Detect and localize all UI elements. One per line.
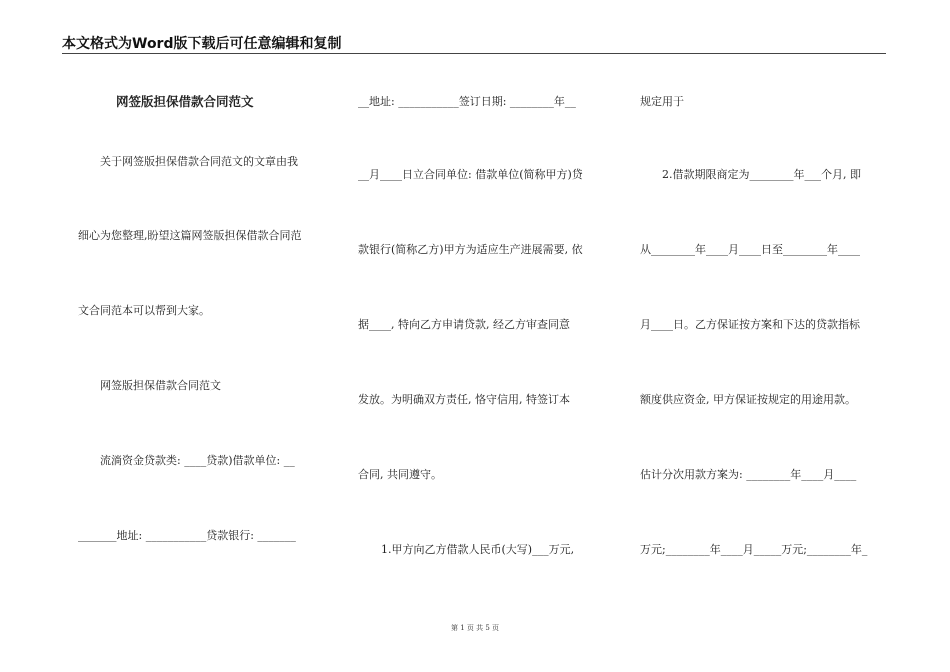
paragraph-line: _______地址: ___________贷款银行: _______: [78, 529, 296, 542]
text-column-3: [640, 0, 886, 672]
paragraph-line: 月____日。乙方保证按方案和下达的贷款指标: [640, 318, 860, 331]
paragraph-line: 2.借款期限商定为________年___个月, 即: [662, 168, 861, 181]
paragraph-line: 1.甲方向乙方借款人民币(大写)___万元,: [381, 543, 575, 556]
paragraph-line: 估计分次用款方案为: ________年____月____: [640, 468, 857, 481]
document-header: 本文格式为Word版下载后可任意编辑和复制: [62, 36, 342, 52]
paragraph-line: 合同, 共同遵守。: [358, 468, 442, 481]
paragraph-line: 发放。为明确双方责任, 恪守信用, 特签订本: [358, 393, 570, 406]
paragraph-line: __地址: ___________签订日期: ________年__: [358, 95, 576, 108]
paragraph-line: 据____, 特向乙方申请贷款, 经乙方审查同意: [358, 318, 570, 331]
document-title: 网签版担保借款合同范文: [116, 94, 254, 109]
paragraph-line: __月____日立合同单位: 借款单位(简称甲方)贷: [358, 168, 583, 181]
paragraph-line: 万元;________年____月_____万元;________年_: [640, 543, 868, 556]
text-column-1: [78, 0, 324, 672]
paragraph-line: 细心为您整理,盼望这篇网签版担保借款合同范: [78, 229, 302, 242]
paragraph-line: 款银行(简称乙方)甲方为适应生产进展需要, 依: [358, 243, 583, 256]
paragraph-line: 文合同范本可以帮到大家。: [78, 304, 210, 317]
section-heading: 网签版担保借款合同范文: [100, 379, 221, 392]
paragraph-line: 关于网签版担保借款合同范文的文章由我: [100, 155, 298, 168]
paragraph-line: 从________年____月____日至________年____: [640, 243, 860, 256]
text-column-2: [358, 0, 606, 672]
paragraph-line: 流淌资金贷款类: ____贷款)借款单位: __: [100, 454, 295, 467]
page-number: 第 1 页 共 5 页: [450, 624, 500, 632]
paragraph-line: 规定用于: [640, 95, 684, 108]
paragraph-line: 额度供应资金, 甲方保证按规定的用途用款。: [640, 393, 856, 406]
